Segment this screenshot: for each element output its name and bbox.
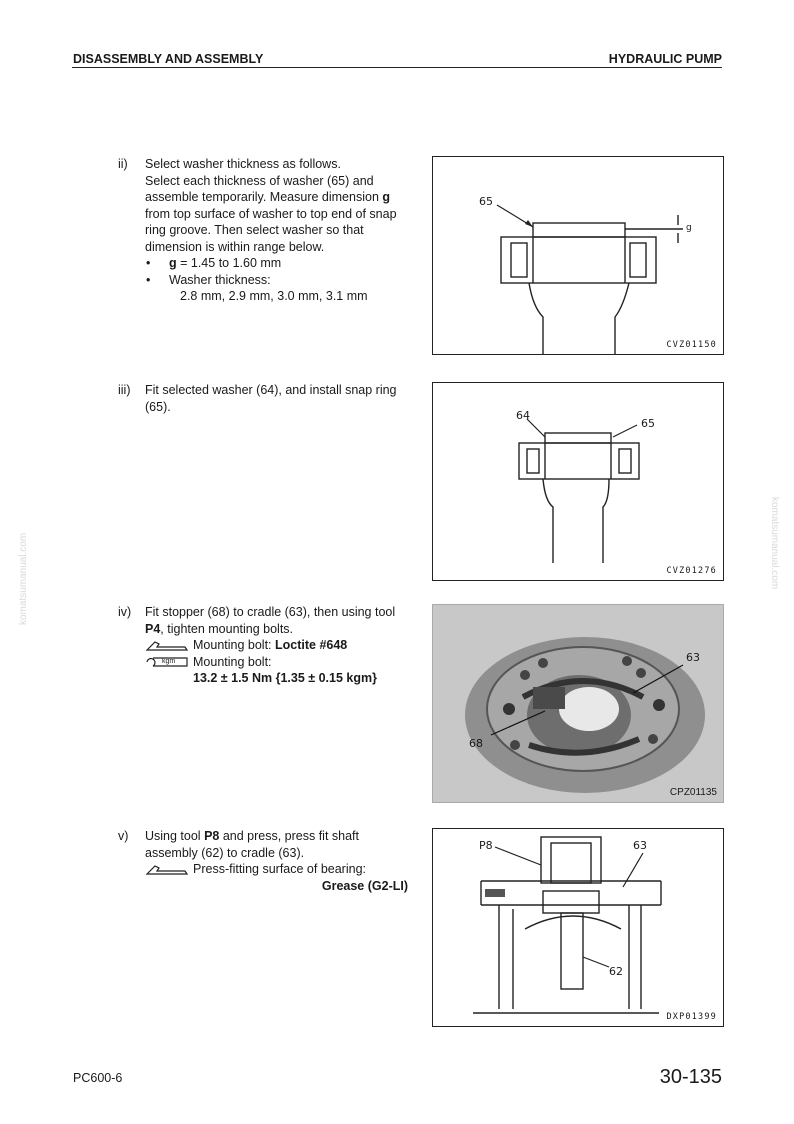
step-text: Fit selected washer (64), and install snap ring (65). bbox=[145, 383, 397, 414]
figure-cradle-photo bbox=[432, 604, 724, 803]
step-text: Using tool P8 and press, press fit shaft assembly (62) to cradle (63). Press-fitting surface of bearing: Grease (G2-LI) bbox=[145, 829, 408, 893]
watermark-right: komatsumanual.com bbox=[769, 497, 780, 590]
step-text: Fit stopper (68) to cradle (63), then using tool P4, tighten mounting bolts. Mounting bolt: Loctite #648 kgm Mounting bolt: 13.2 ± 1.5 Nm {1.35 ± 0.15 kgm} bbox=[145, 604, 408, 687]
header-rule bbox=[72, 67, 722, 68]
step-number: iii) bbox=[118, 383, 131, 397]
figure-caption: CVZ01276 bbox=[666, 566, 717, 576]
grease-icon bbox=[145, 864, 189, 876]
label-63: 63 bbox=[633, 839, 647, 852]
label-62: 62 bbox=[609, 965, 623, 978]
figure-caption: DXP01399 bbox=[666, 1012, 717, 1022]
watermark-left: komatsumanual.com bbox=[18, 532, 29, 625]
torque-value: 13.2 ± 1.5 Nm {1.35 ± 0.15 kgm} bbox=[193, 671, 377, 685]
figure-press-fit bbox=[432, 828, 724, 1027]
label-63: 63 bbox=[686, 651, 700, 664]
header-chapter-title: HYDRAULIC PUMP bbox=[608, 52, 722, 66]
step-number: ii) bbox=[118, 157, 128, 171]
bullet-washer-thickness: • Washer thickness: bbox=[145, 272, 408, 289]
figure-washer-measurement bbox=[432, 156, 724, 355]
washer-thickness-values: 2.8 mm, 2.9 mm, 3.0 mm, 3.1 mm bbox=[180, 289, 368, 303]
adhesive-line: Mounting bolt: Loctite #648 bbox=[145, 637, 408, 654]
step-iv bbox=[118, 604, 408, 687]
step-v bbox=[118, 828, 408, 894]
header-section-title: DISASSEMBLY AND ASSEMBLY bbox=[73, 52, 264, 66]
step-text: Select washer thickness as follows. Select each thickness of washer (65) and assemble temporarily. Measure dimension g from top surface of washer to top end of snap ring groove. Then select washer so that dimension is within range below. bbox=[145, 157, 397, 254]
label-65: 65 bbox=[479, 195, 493, 208]
bullet-g-range: • g = 1.45 to 1.60 mm bbox=[145, 255, 408, 272]
label-65: 65 bbox=[641, 417, 655, 430]
bearing-diagram bbox=[433, 383, 723, 580]
torque-wrench-icon: kgm bbox=[145, 656, 189, 668]
label-P8: P8 bbox=[479, 839, 493, 852]
step-iii bbox=[118, 382, 408, 415]
label-68: 68 bbox=[469, 737, 483, 750]
press-fit-diagram bbox=[433, 829, 723, 1026]
bearing-diagram bbox=[433, 157, 723, 354]
torque-line: kgm Mounting bolt: bbox=[145, 654, 408, 671]
cradle-photo bbox=[433, 605, 723, 802]
grease-type: Grease (G2-LI) bbox=[321, 878, 408, 893]
label-g: g bbox=[686, 223, 692, 233]
grease-line: Press-fitting surface of bearing: bbox=[145, 861, 408, 878]
footer-model: PC600-6 bbox=[73, 1071, 123, 1085]
step-ii bbox=[118, 156, 408, 305]
adhesive-icon bbox=[145, 640, 189, 652]
step-number: iv) bbox=[118, 605, 132, 619]
label-64: 64 bbox=[516, 409, 530, 422]
footer-page-number: 30-135 bbox=[659, 1066, 722, 1088]
figure-snap-ring bbox=[432, 382, 724, 581]
figure-caption: CPZ01135 bbox=[669, 787, 717, 798]
step-number: v) bbox=[118, 829, 129, 843]
figure-caption: CVZ01150 bbox=[666, 340, 717, 350]
